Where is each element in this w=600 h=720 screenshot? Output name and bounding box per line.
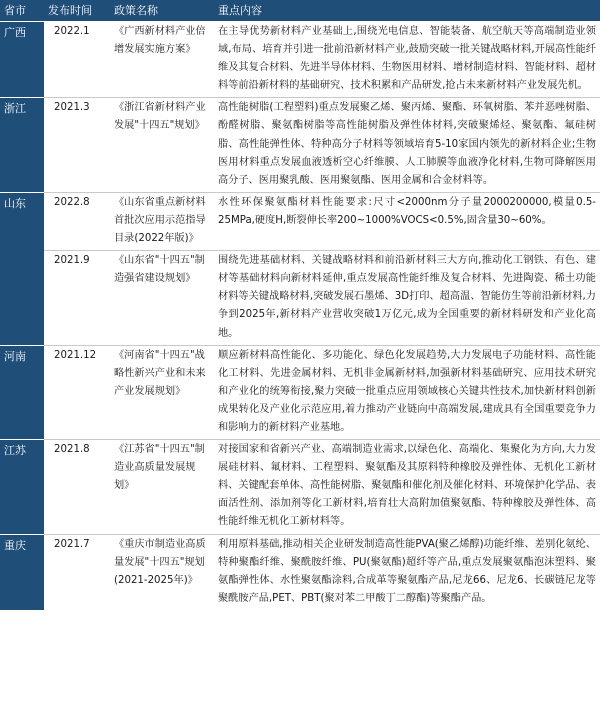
date-cell: 2021.9: [44, 251, 110, 345]
date-cell: 2021.8: [44, 440, 110, 534]
province-cell: 广西: [0, 22, 44, 98]
province-cell: 山东: [0, 192, 44, 345]
content-cell: 利用原料基础,推动相关企业研发制造高性能PVA(聚乙烯醇)功能纤维、差别化氨纶、特种聚酯纤维、聚酰胺纤维、PU(聚氨酯)超纤等产品,重点发展聚氨酯泡沫塑料、聚氨酯弹性体、水性聚氨酯涂料,合成革等聚氨酯产品,尼龙66、尼龙6、长碳链尼龙等聚酰胺产品,PET、PBT(聚对苯二甲酸丁二醇酯)等聚酯产品。: [218, 538, 596, 604]
table-row: [0, 534, 600, 610]
table-header-row: [0, 0, 600, 22]
policy-cell: 《山东省重点新材料首批次应用示范指导目录(2022年版)》: [110, 192, 214, 250]
table-row: [0, 98, 600, 192]
date-cell: 2021.3: [44, 98, 110, 192]
table-row: [0, 440, 600, 534]
policy-cell: 《山东省"十四五"制造强省建设规划》: [110, 251, 214, 345]
date-cell: 2021.12: [44, 345, 110, 439]
table-row: [0, 345, 600, 439]
policy-cell: 《河南省"十四五"战略性新兴产业和未来产业发展规划》: [110, 345, 214, 439]
content-cell: 高性能树脂(工程塑料)重点发展聚乙烯、聚丙烯、聚酯、环氧树脂、苯并恶唑树脂、酚醛树脂、聚氨酯树脂等高性能树脂及弹性体材料,突破聚烯烃、聚氨酯、氟硅树脂、高性能弹性体、特种高分子材料等领域培育5-10家国内领先的新材料企业;生物医用材料重点发展血液透析空心纤维膜、人工肺膜等血液净化材料,生物可降解医用高分子、医用聚乳酸、医用聚氨酯、医用金属和合金材料等。: [214, 98, 600, 192]
header-date: 发布时间: [44, 0, 110, 22]
content-cell: 围绕先进基础材料、关键战略材料和前沿新材料三大方向,推动化工钢铁、有色、建材等基础材料向新材料延伸,重点发展高性能纤维及复合材料、先进陶瓷、稀土功能材料等关键战略材料,突破发展石墨烯、3D打印、超高温、智能仿生等前沿新材料,力争到2025年,新材料产业营收突破1万亿元,成为全国重要的新材料研发和产业化高地。: [214, 251, 600, 345]
province-cell: 浙江: [0, 98, 44, 192]
header-policy: 政策名称: [110, 0, 214, 22]
content-cell: 对接国家和省新兴产业、高端制造业需求,以绿色化、高端化、集聚化为方向,大力发展硅材料、氟材料、工程塑料、聚氨酯及其原料特种橡胶及弹性体、无机化工新材料、关键配套单体、高性能树脂、聚氨酯和催化剂及催化材料、环境保护化学品、表面活性剂、添加剂等化工新材料,培育壮大高附加值聚氨酯、特种橡胶及弹性体、高性能纤维无机化工新材料等。: [214, 440, 600, 534]
content-cell: 水性环保聚氨酯材料性能要求:尺寸<2000nm分子量2000200000,模量0.5-25MPa,硬度H,断裂伸长率200~1000%VOCS<0.5%,固含量30~60%。: [214, 192, 600, 250]
policy-cell: 《广西新材料产业倍增发展实施方案》: [110, 22, 214, 98]
date-cell: 2022.1: [44, 22, 110, 98]
policy-cell: 《江苏省"十四五"制造业高质量发展规划》: [110, 440, 214, 534]
date-cell: 2022.8: [44, 192, 110, 250]
content-cell: 在主导优势新材料产业基础上,围绕光电信息、智能装备、航空航天等高端制造业领域,布局、培育并引进一批前沿新材料产业,鼓励突破一批关键战略材料,开展高性能纤维及其复合材料、先进半导体材料、生物医用材料、增材制造材料、智能材料、超材料等前沿新材料的基础研究、技术积累和产品研发,抢占未来新材料产业发展先机。: [214, 22, 600, 98]
policy-cell: 《浙江省新材料产业发展"十四五"规划》: [110, 98, 214, 192]
province-cell: 河南: [0, 345, 44, 439]
header-content: 重点内容: [214, 0, 600, 22]
province-cell: 江苏: [0, 440, 44, 534]
date-cell: 2021.7: [54, 538, 90, 550]
province-cell: 重庆: [0, 534, 44, 610]
table-row: [0, 251, 600, 345]
header-province: 省市: [0, 0, 44, 22]
content-cell: 顺应新材料高性能化、多功能化、绿色化发展趋势,大力发展电子功能材料、高性能化工材料、先进金属材料、无机非金属新材料,加强新材料基础研究、应用技术研究和产业化的统筹衔接,聚力突破一批重点应用领域核心关键共性技术,加快新材料创新成果转化及产业化示范应用,着力推动产业链向中高端发展,建成具有全国重要竞争力和影响力的新材料产业基地。: [214, 345, 600, 439]
table-row: [0, 22, 600, 98]
policy-cell: 《重庆市制造业高质量发展"十四五"规划(2021-2025年)》: [114, 538, 206, 586]
table-row: [0, 192, 600, 250]
